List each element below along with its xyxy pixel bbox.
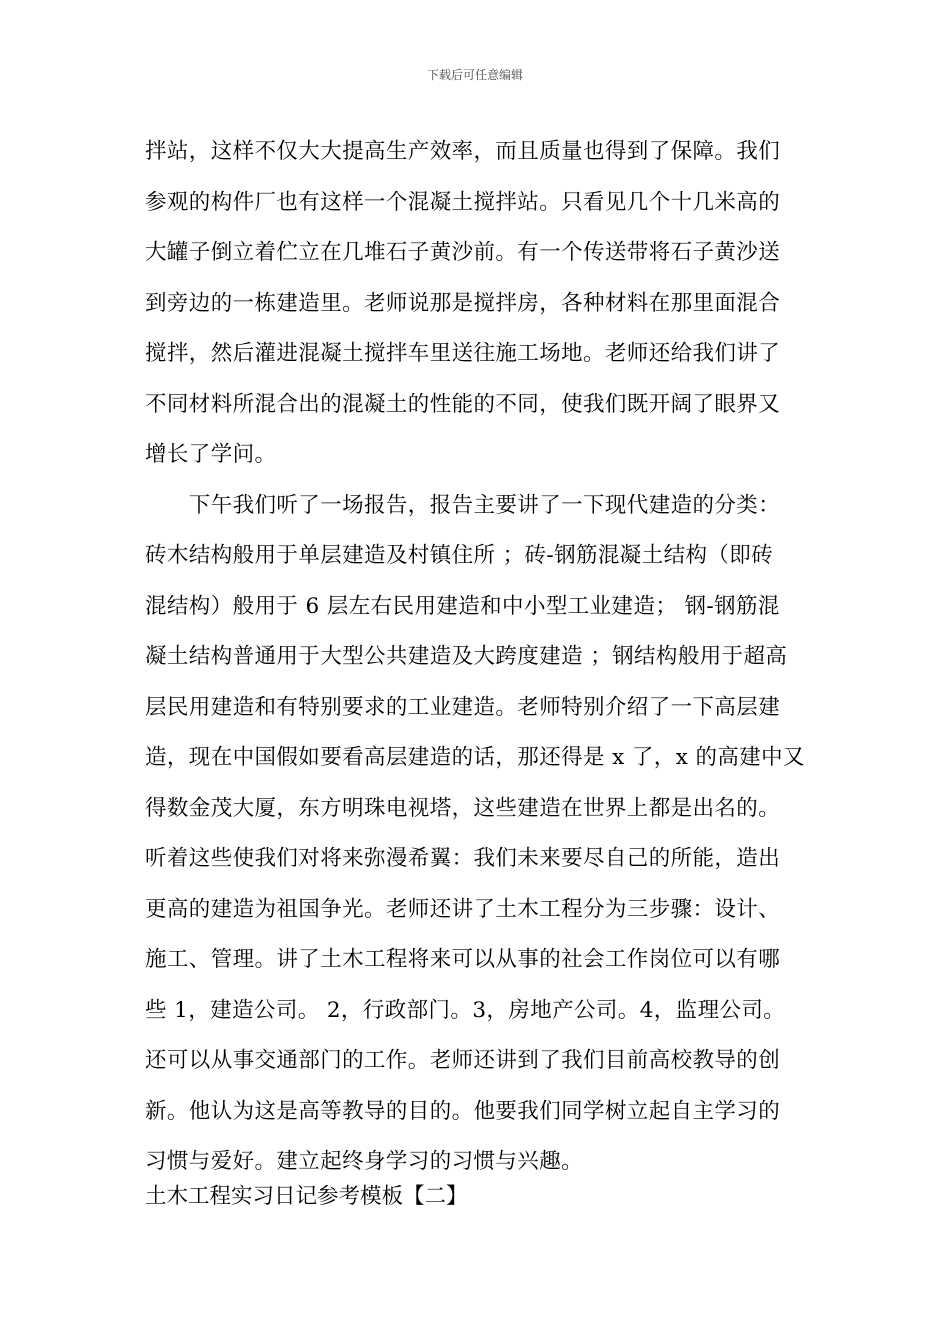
text-line: 施工、管理。讲了土木工程将来可以从事的社会工作岗位可以有哪 [145, 947, 781, 972]
body-text [145, 130, 810, 1191]
text-line: 听着这些使我们对将来弥漫希翼：我们未来要尽自己的所能，造出 [145, 846, 781, 871]
text-line: 搅拌，然后灌进混凝土搅拌车里送往施工场地。老师还给我们讲了 [145, 341, 781, 366]
text-line: 下午我们听了一场报告，报告主要讲了一下现代建造的分类： [145, 492, 781, 518]
text-line: 凝土结构普通用于大型公共建造及大跨度建造 ；钢结构般用于超高 [145, 644, 788, 669]
text-line: 些 1，建造公司。 2，行政部门。3，房地产公司。4，监理公司。 [145, 997, 786, 1023]
text-line: 参观的构件厂也有这样一个混凝土搅拌站。只看见几个十几米高的 [145, 189, 781, 215]
text-line: 到旁边的一栋建造里。老师说那是搅拌房，各种材料在那里面混合 [145, 290, 781, 316]
text-line: 习惯与爱好。建立起终身学习的习惯与兴趣。 [145, 1149, 584, 1174]
text-line: 增长了学问。 [145, 442, 277, 467]
section-title: 土木工程实习日记参考模板【二】 [145, 1184, 468, 1209]
text-line: 新。他认为这是高等教导的目的。他要我们同学树立起自主学习的 [145, 1098, 781, 1124]
text-line: 不同材料所混合出的混凝土的性能的不同，使我们既开阔了眼界又 [145, 391, 781, 417]
text-line: 还可以从事交通部门的工作。老师还讲到了我们目前高校教导的创 [145, 1048, 781, 1073]
text-line: 混结构）般用于 6 层左右民用建造和中小型工业建造； 钢-钢筋混 [145, 593, 780, 619]
text-line: 层民用建造和有特别要求的工业建造。老师特别介绍了一下高层建 [145, 694, 781, 720]
text-line: 拌站，这样不仅大大提高生产效率，而且质量也得到了保障。我们 [145, 139, 781, 164]
text-line: 得数金茂大厦，东方明珠电视塔，这些建造在世界上都是出名的。 [145, 795, 781, 821]
text-line: 造，现在中国假如要看高层建造的话，那还得是 x 了，x 的高建中又 [145, 745, 805, 770]
text-line: 砖木结构般用于单层建造及村镇住所 ；砖-钢筋混凝土结构（即砖 [145, 543, 774, 568]
text-line: 大罐子倒立着伫立在几堆石子黄沙前。有一个传送带将石子黄沙送 [145, 240, 781, 265]
text-line: 更高的建造为祖国争光。老师还讲了土木工程分为三步骤：设计、 [145, 896, 781, 922]
page-header: 下载后可任意编辑 [426, 68, 523, 82]
